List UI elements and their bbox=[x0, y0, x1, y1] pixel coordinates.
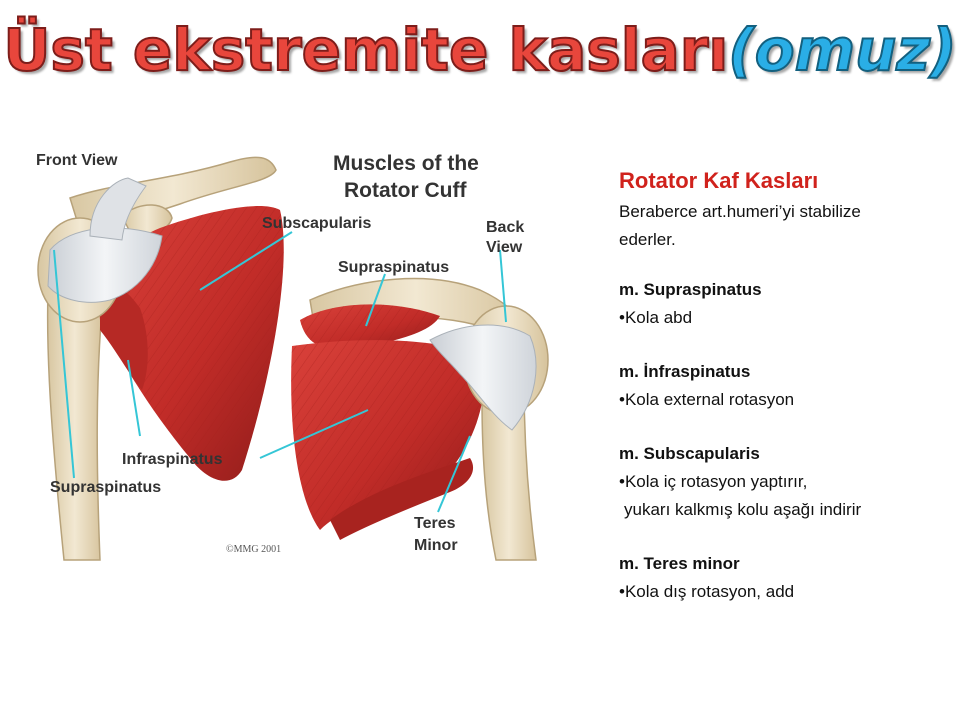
muscle-subscapularis bbox=[619, 440, 949, 524]
rotator-cuff-text bbox=[619, 166, 949, 606]
front-humerus bbox=[48, 290, 102, 560]
intro-line1: Beraberce art.humeri’yi stabilize bbox=[619, 202, 861, 221]
label-supraspinatus-front: Supraspinatus bbox=[50, 479, 162, 496]
muscle-infraspinatus bbox=[619, 358, 949, 414]
muscle-function: •Kola iç rotasyon yaptırır, bbox=[619, 472, 808, 491]
label-infraspinatus: Infraspinatus bbox=[122, 451, 223, 468]
label-teres-minor-line2: Minor bbox=[414, 537, 458, 554]
muscle-name: m. Subscapularis bbox=[619, 444, 760, 463]
muscle-function: •Kola external rotasyon bbox=[619, 390, 795, 409]
rotator-cuff-illustration bbox=[30, 140, 550, 570]
title-paren-open: ( bbox=[728, 16, 755, 84]
front-view-shoulder bbox=[38, 157, 284, 560]
label-back-view-line1: Back bbox=[486, 219, 525, 236]
muscle-teres-minor bbox=[619, 550, 949, 606]
muscle-name: m. İnfraspinatus bbox=[619, 362, 751, 381]
muscle-function: •Kola dış rotasyon, add bbox=[619, 582, 795, 601]
muscle-function: •Kola abd bbox=[619, 308, 693, 327]
muscle-supraspinatus bbox=[619, 276, 949, 332]
intro-line2: ederler. bbox=[619, 230, 676, 249]
label-front-view: Front View bbox=[36, 152, 118, 169]
label-supraspinatus-back: Supraspinatus bbox=[338, 259, 450, 276]
label-teres-minor-line1: Teres bbox=[414, 515, 456, 532]
muscle-name: m. Supraspinatus bbox=[619, 280, 762, 299]
muscle-function-continued: yukarı kalkmış kolu aşağı indirir bbox=[624, 500, 862, 519]
label-subscapularis: Subscapularis bbox=[262, 215, 372, 232]
muscle-name: m. Teres minor bbox=[619, 554, 740, 573]
title-main: Üst ekstremite kasları bbox=[3, 16, 729, 84]
label-back-view-line2: View bbox=[486, 239, 523, 256]
title-accent: omuz bbox=[754, 16, 931, 84]
rotator-cuff-svg bbox=[30, 140, 550, 570]
title-paren-close: ) bbox=[930, 16, 957, 84]
figure-heading-line1: Muscles of the bbox=[333, 152, 479, 175]
figure-heading-line2: Rotator Cuff bbox=[344, 179, 467, 202]
slide-title bbox=[0, 4, 960, 96]
rotator-cuff-intro bbox=[619, 198, 949, 254]
rotator-cuff-heading: Rotator Kaf Kasları bbox=[619, 168, 819, 193]
figure-copyright: ©MMG 2001 bbox=[226, 544, 282, 555]
